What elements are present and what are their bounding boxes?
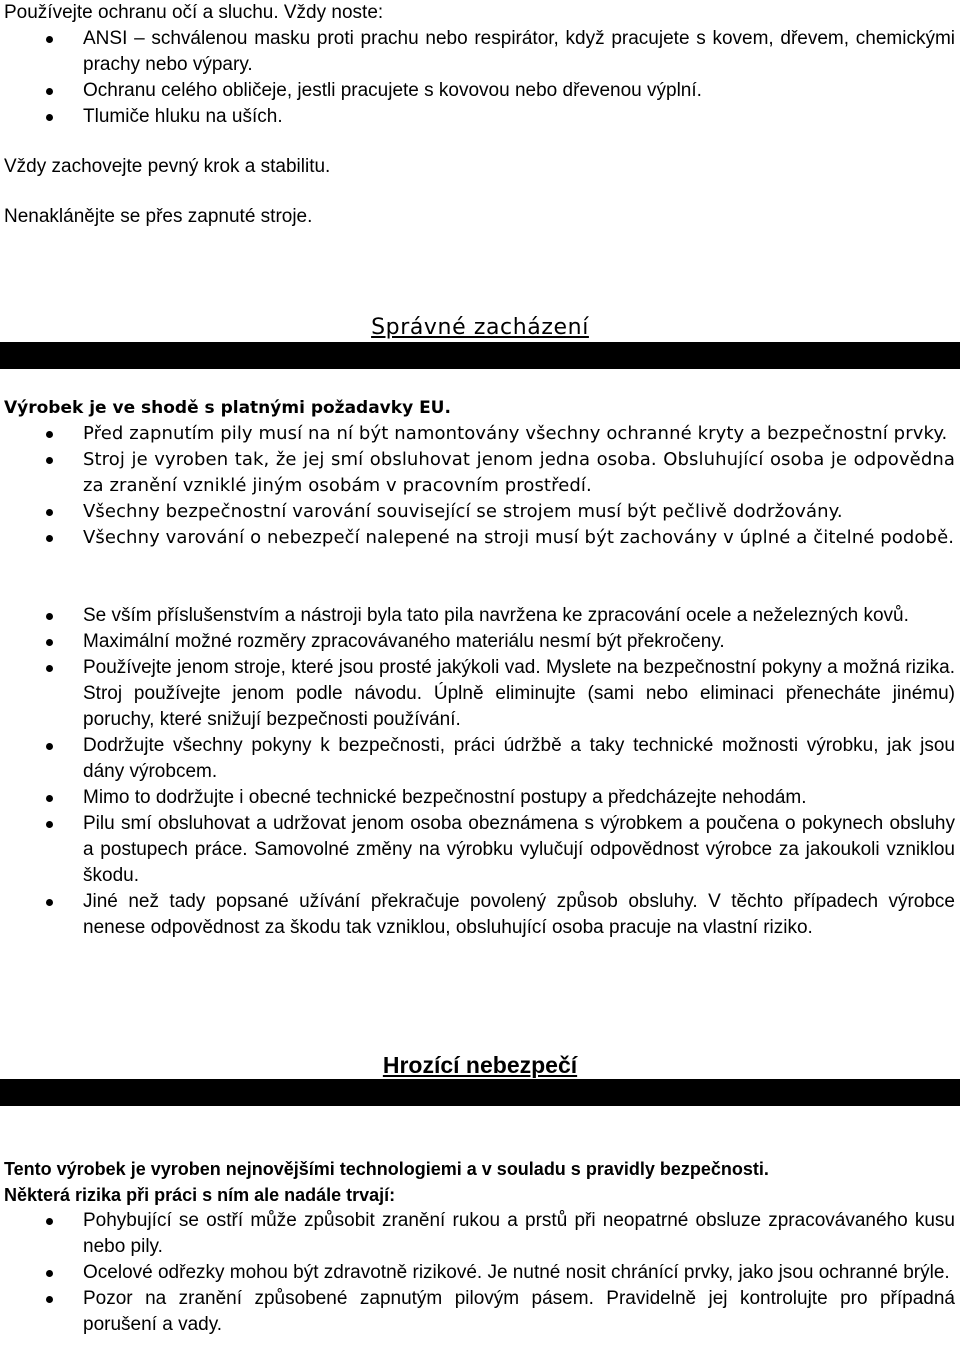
protection-section [0, 0, 960, 130]
list-item: ANSI – schválenou masku proti prachu nebo respirátor, když pracujete s kovem, dřevem, chemickými prachy nebo výpary. [0, 26, 960, 78]
list-item: Tlumiče hluku na uších. [0, 104, 960, 130]
list-item: Stroj je vyroben tak, že jej smí obsluhovat jenom jedna osoba. Obsluhující osoba je odpovědna za zranění vzniklé jiným osobám v pracovním prostředí. [0, 447, 960, 499]
list-item: Ocelové odřezky mohou být zdravotně rizikové. Je nutné nosit chránící prvky, jako jsou ochranné brýle. [0, 1260, 960, 1286]
list-item: Používejte jenom stroje, které jsou prosté jakýkoli vad. Myslete na bezpečnostní pokyny a možná rizika. Stroj používejte jenom podle návodu. Úplně eliminujte (sami nebo eliminaci přenecháte jinému) poruchy, které snižují bezpečnosti používání. [0, 655, 960, 733]
list-item: Jiné než tady popsané užívání překračuje povolený způsob obsluhy. V těchto případech výrobce nenese odpovědnost za škodu tak vzniklou, obsluhující osoba pracuje na vlastní riziko. [0, 889, 960, 941]
heading-bar [0, 342, 960, 369]
section-heading-handling: Správné zacházení [371, 315, 589, 340]
handling-lead: Výrobek je ve shodě s platnými požadavky EU. [4, 398, 451, 418]
protection-list [0, 26, 960, 130]
hazards-lead-1: Tento výrobek je vyroben nejnovějšími technologiemi a v souladu s pravidly bezpečnosti. [4, 1159, 769, 1179]
protection-title: Používejte ochranu očí a sluchu. Vždy noste: [4, 2, 384, 23]
list-item: Dodržujte všechny pokyny k bezpečnosti, práci údržbě a taky technické možnosti výrobku, jak jsou dány výrobcem. [0, 733, 960, 785]
handling-list [0, 421, 960, 551]
list-item: Pohybující se ostří může způsobit zranění rukou a prstů při neopatrné obsluze zpracovávaného kusu nebo pily. [0, 1208, 960, 1260]
heading-bar [0, 1079, 960, 1106]
handling-list-2 [0, 603, 960, 941]
handling-section-cont [0, 603, 960, 941]
list-item: Se vším příslušenstvím a nástroji byla tato pila navržena ke zpracování ocele a neželezných kovů. [0, 603, 960, 629]
section-heading-hazards: Hrozící nebezpečí [382, 1052, 578, 1078]
stability-line: Vždy zachovejte pevný krok a stabilitu. [4, 156, 331, 177]
lean-line: Nenaklánějte se přes zapnuté stroje. [4, 206, 313, 227]
list-item: Pilu smí obsluhovat a udržovat jenom osoba obeznámena s výrobkem a poučena o pokynech obsluhy a postupech práce. Samovolné změny na výrobku vylučují odpovědnost výrobce za jakoukoli vzniklou škodu. [0, 811, 960, 889]
list-item: Mimo to dodržujte i obecné technické bezpečnostní postupy a předcházejte nehodám. [0, 785, 960, 811]
handling-section [0, 395, 960, 551]
list-item: Maximální možné rozměry zpracovávaného materiálu nesmí být překročeny. [0, 629, 960, 655]
list-item: Ochranu celého obličeje, jestli pracujete s kovovou nebo dřevenou výplní. [0, 78, 960, 104]
hazards-lead-2: Některá rizika při práci s ním ale nadále trvají: [4, 1185, 396, 1205]
hazards-section [0, 1156, 960, 1338]
list-item: Všechny bezpečnostní varování související se strojem musí být pečlivě dodržovány. [0, 499, 960, 525]
list-item: Všechny varování o nebezpečí nalepené na stroji musí být zachovány v úplné a čitelné podobě. [0, 525, 960, 551]
list-item: Pozor na zranění způsobené zapnutým pilovým pásem. Pravidelně jej kontrolujte pro případná porušení a vady. [0, 1286, 960, 1338]
hazards-list [0, 1208, 960, 1338]
list-item: Před zapnutím pily musí na ní být namontovány všechny ochranné kryty a bezpečnostní prvky. [0, 421, 960, 447]
